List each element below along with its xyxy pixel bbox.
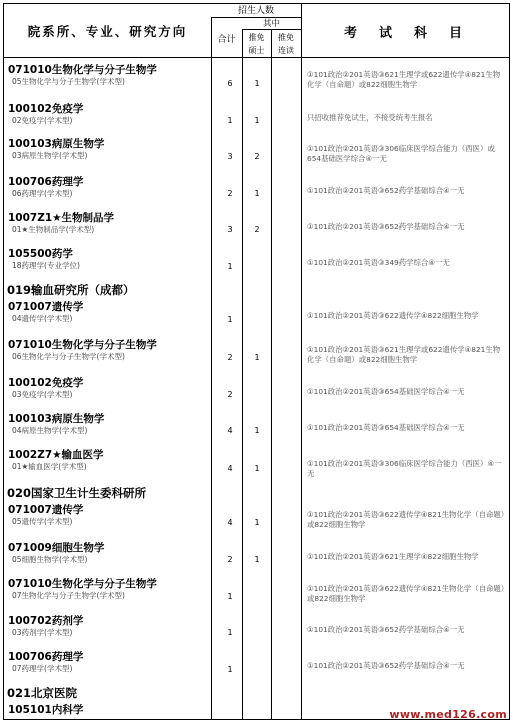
quota-total: 4 [227, 426, 233, 435]
exam-subjects: ①101政治②201英语③621生理学④822细胞生物学 [307, 552, 479, 561]
research-direction: 07生物化学与分子生物学(学术型) [12, 591, 125, 600]
admissions-table [3, 3, 510, 720]
research-direction: 01★生物制品学(学术型) [12, 225, 95, 234]
table-row [4, 172, 509, 208]
header-quota: 招生人数 [211, 4, 301, 18]
research-direction: 07药理学(学术型) [12, 664, 73, 673]
major-name: 100706药理学 [8, 176, 84, 188]
institute-row [4, 484, 509, 500]
quota-recommended: 1 [254, 518, 260, 527]
table-row [4, 574, 509, 611]
exam-subjects: ①101政治②201英语③621生理学或622遗传学④821生物化学（自命题）或822细胞生物学 [307, 345, 501, 364]
quota-total: 2 [227, 555, 233, 564]
major-name: 071007遗传学 [8, 504, 84, 516]
major-name: 100702药剂学 [8, 615, 84, 627]
institute-row [4, 281, 509, 297]
exam-subjects: ①101政治②201英语③622遗传学④821生物化学（自命题）或822细胞生物学 [307, 584, 505, 603]
major-name: 105101内科学 [8, 704, 84, 716]
research-direction: 18药理学(专业学位) [12, 261, 80, 270]
research-direction: 03药剂学(学术型) [12, 628, 73, 637]
research-direction: 05生物化学与分子生物学(学术型) [12, 77, 125, 86]
exam-subjects: ①101政治②201英语③654基础医学综合④一无 [307, 423, 465, 432]
quota-total: 4 [227, 464, 233, 473]
table-row [4, 335, 509, 373]
major-name: 071010生物化学与分子生物学 [8, 339, 157, 351]
header-dept: 院系所、专业、研究方向 [27, 24, 188, 39]
quota-recommended: 1 [254, 426, 260, 435]
research-direction: 05细胞生物学(学术型) [12, 555, 88, 564]
table-row [4, 99, 509, 134]
header-recommended-master: 推免 硕士 [248, 33, 265, 55]
exam-subjects: ①101政治②201英语③622遗传学④821生物化学（自命题）或822细胞生物学 [307, 510, 505, 529]
exam-subjects: ①101政治②201英语③306临床医学综合能力（西医）④一无 [307, 459, 502, 478]
quota-recommended: 1 [254, 353, 260, 362]
exam-subjects: ①101政治②201英语③652药学基础综合④一无 [307, 186, 465, 195]
exam-subjects: ①101政治②201英语③652药学基础综合④一无 [307, 661, 465, 670]
quota-total: 2 [227, 353, 233, 362]
major-name: 071007遗传学 [8, 301, 84, 313]
major-name: 071010生物化学与分子生物学 [8, 578, 157, 590]
table-row [4, 134, 509, 172]
major-name: 100103病原生物学 [8, 138, 105, 150]
institute-row [4, 684, 509, 700]
header-total: 合计 [217, 34, 236, 45]
table-row [4, 500, 509, 538]
table-row [4, 60, 509, 99]
major-name: 100706药理学 [8, 651, 84, 663]
quota-recommended: 1 [254, 79, 260, 88]
header-sub: 其中 [242, 18, 301, 30]
research-direction: 05遗传学(学术型) [12, 517, 73, 526]
major-name: 1007Z1★生物制品学 [8, 212, 115, 224]
exam-subjects: ①101政治②201英语③306临床医学综合能力（西医）或654基础医学综合④一无 [307, 144, 495, 163]
research-direction: 04病原生物学(学术型) [12, 426, 88, 435]
major-name: 105500药学 [8, 248, 73, 260]
exam-subjects: ①101政治②201英语③622遗传学④822细胞生物学 [307, 311, 479, 320]
institute-name: 021北京医院 [7, 686, 78, 700]
quota-total: 2 [227, 189, 233, 198]
research-direction: 06生物化学与分子生物学(学术型) [12, 352, 125, 361]
table-row [4, 373, 509, 409]
quota-total: 1 [227, 262, 233, 271]
exam-subjects: ①101政治②201英语③652药学基础综合④一无 [307, 222, 465, 231]
major-name: 100102免疫学 [8, 103, 84, 115]
institute-name: 019输血研究所（成都） [7, 283, 135, 297]
exam-subjects: ①101政治②201英语③654基础医学综合④一无 [307, 387, 465, 396]
quota-total: 3 [227, 152, 233, 161]
quota-total: 4 [227, 518, 233, 527]
research-direction: 04遗传学(学术型) [12, 314, 73, 323]
major-name: 1002Z7★输血医学 [8, 449, 104, 461]
quota-total: 3 [227, 225, 233, 234]
quota-recommended: 1 [254, 464, 260, 473]
quota-recommended: 2 [254, 152, 260, 161]
quota-total: 1 [227, 665, 233, 674]
quota-total: 6 [227, 79, 233, 88]
quota-recommended: 1 [254, 116, 260, 125]
exam-subjects: ①101政治②201英语③349药学综合④一无 [307, 258, 450, 267]
major-name: 100102免疫学 [8, 377, 84, 389]
quota-total: 1 [227, 315, 233, 324]
research-direction: 03免疫学(学术型) [12, 390, 73, 399]
research-direction: 01★输血医学(学术型) [12, 462, 87, 471]
exam-subjects: 只招收推荐免试生，不接受统考生报名 [307, 113, 433, 122]
table-row [4, 409, 509, 445]
table-row [4, 445, 509, 484]
quota-total: 1 [227, 116, 233, 125]
header-exam-subjects: 考试科目 [343, 25, 484, 41]
table-row [4, 208, 509, 244]
header-recommended-continuous: 推免 连读 [278, 33, 294, 55]
research-direction: 03病原生物学(学术型) [12, 151, 88, 160]
research-direction: 02免疫学(学术型) [12, 116, 73, 125]
exam-subjects: ①101政治②201英语③652药学基础综合④一无 [307, 625, 465, 634]
table-row [4, 611, 509, 647]
watermark: www.med126.com [389, 708, 507, 721]
table-header [4, 4, 509, 58]
table-row [4, 297, 509, 335]
quota-recommended: 2 [254, 225, 260, 234]
quota-total: 1 [227, 592, 233, 601]
quota-recommended: 1 [254, 189, 260, 198]
table-row [4, 538, 509, 574]
quota-total: 1 [227, 628, 233, 637]
institute-name: 020国家卫生计生委科研所 [7, 486, 147, 500]
major-name: 071009细胞生物学 [8, 542, 105, 554]
exam-subjects: ①101政治②201英语③621生理学或622遗传学④821生物化学（自命题）或822细胞生物学 [307, 70, 501, 89]
major-name: 100103病原生物学 [8, 413, 105, 425]
research-direction: 06药理学(学术型) [12, 189, 73, 198]
table-row [4, 244, 509, 281]
quota-total: 2 [227, 390, 233, 399]
major-name: 071010生物化学与分子生物学 [8, 64, 157, 76]
quota-recommended: 1 [254, 555, 260, 564]
table-row [4, 647, 509, 684]
